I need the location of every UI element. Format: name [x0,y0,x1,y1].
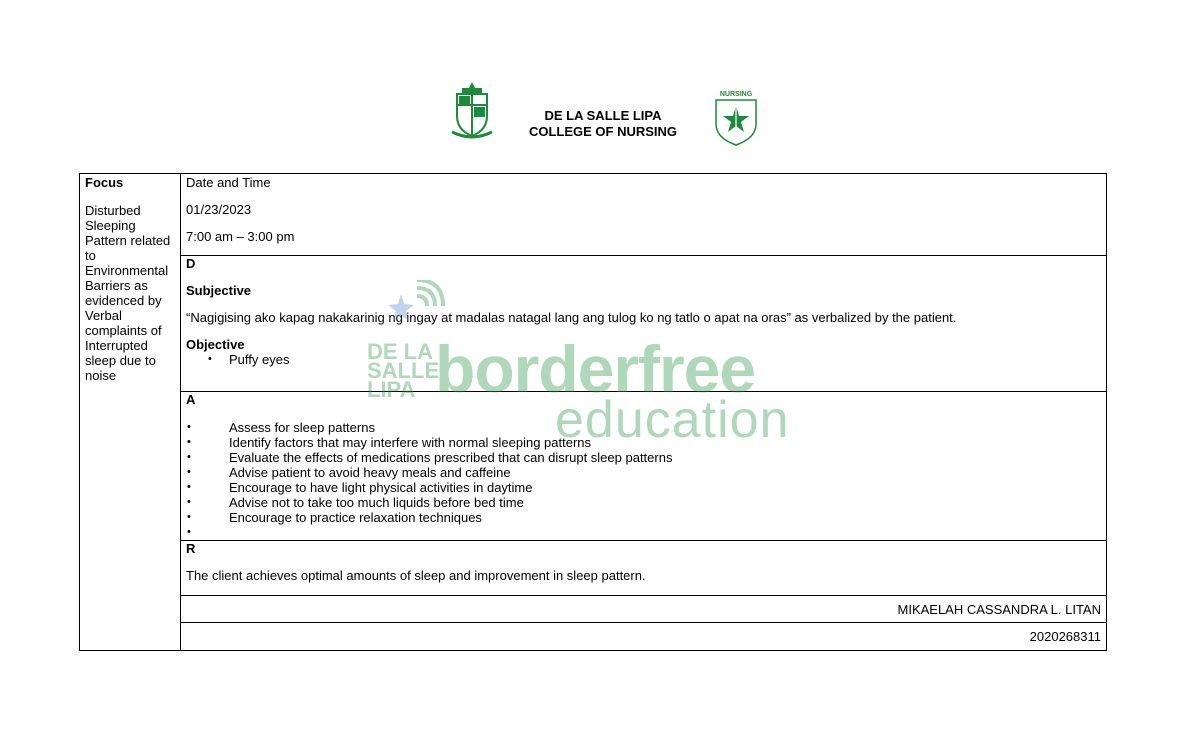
watermark-line2: SALLE [367,358,440,383]
signature-name-cell [181,596,1107,623]
nursing-logo-icon [713,90,759,146]
action-item: • Encourage to have light physical activities in daytime [186,480,1101,495]
response-text: The client achieves optimal amounts of sleep and improvement in sleep pattern. [186,568,646,583]
signature-name: MIKAELAH CASSANDRA L. LITAN [897,601,1101,617]
watermark-line1: DE LA [367,339,433,364]
action-item: • Advise not to take too much liquids before bed time [186,495,1101,510]
objective-item: • Puffy eyes [186,352,1101,367]
school-name-line2: COLLEGE OF NURSING [528,124,678,139]
dlsl-crest-icon [452,80,492,140]
action-item: • Evaluate the effects of medications prescribed that can disrupt sleep patterns [186,450,1101,465]
action-item: • Assess for sleep patterns [186,420,1101,435]
focus-cell [80,174,181,651]
action-item: • Encourage to practice relaxation techniques [186,510,1101,525]
action-item [186,525,1101,540]
time-value: 7:00 am – 3:00 pm [186,229,295,244]
action-section-cell [181,392,1107,541]
focus-text: Disturbed Sleeping Pattern related to Environmental Barriers as evidenced by Verbal complaints of Interrupted sleep due to noise [85,203,171,383]
action-list [186,420,1101,540]
focus-title: Focus [85,175,124,190]
signature-id-cell [181,623,1107,651]
datetime-label: Date and Time [186,175,271,190]
date-value: 01/23/2023 [186,202,252,217]
nursing-logo-label: NURSING [719,91,753,98]
school-name-line1: DE LA SALLE LIPA [544,108,662,123]
data-section-cell [181,256,1107,392]
subjective-text: “Nagigising ako kapag nakakarinig ng ingay at madalas natagal lang ang tulog ko ng tatlo o apat na oras” as verbalized by the patient. [186,310,957,325]
response-section-cell [181,541,1107,596]
subjective-label: Subjective [186,283,252,298]
action-item: • Identify factors that may interfere with normal sleeping patterns [186,435,1101,450]
response-section-letter: R [186,541,196,556]
watermark-brand: borderfree [435,332,756,406]
nursing-notes-table [79,173,1107,651]
datetime-cell [181,174,1107,256]
watermark-line3: LIPA [367,377,416,402]
school-name [503,108,703,140]
document-header [0,80,1200,150]
action-item: • Advise patient to avoid heavy meals and caffeine [186,465,1101,480]
signature-id: 2020268311 [1029,629,1101,644]
data-section-letter: D [186,256,196,271]
action-section-letter: A [186,392,196,407]
watermark-subtitle: education [555,391,790,449]
objective-label: Objective [186,337,245,352]
objective-list [186,352,1101,367]
